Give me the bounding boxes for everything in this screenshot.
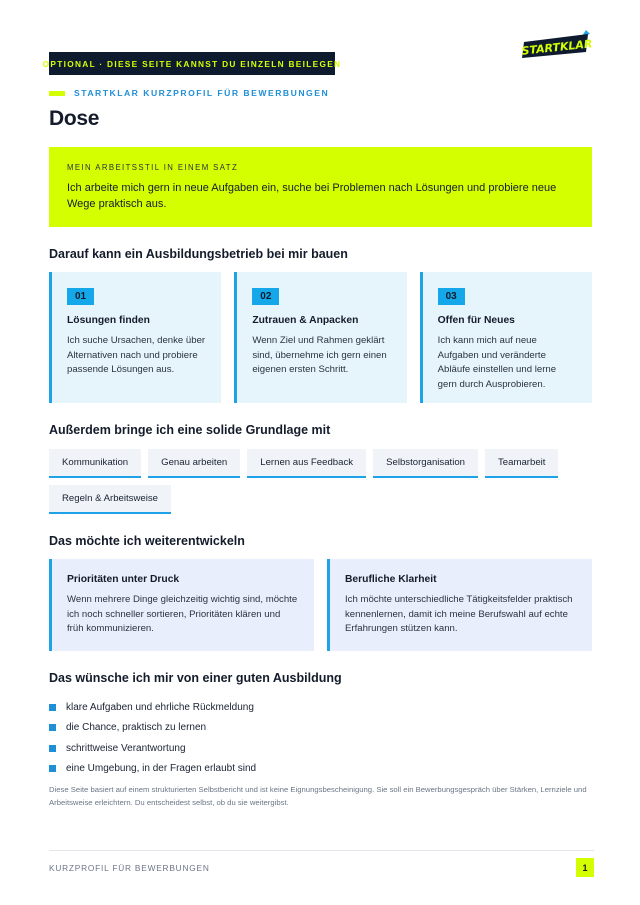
strength-number: 01 xyxy=(67,288,94,305)
strength-title: Zutrauen & Anpacken xyxy=(252,315,359,326)
startklar-logo xyxy=(520,28,594,60)
eyebrow-accent-bar xyxy=(49,91,65,96)
work-style-label: MEIN ARBEITSSTIL IN EINEM SATZ xyxy=(67,163,239,172)
wishes-title: Das wünsche ich mir von einer guten Ausbildung xyxy=(49,671,342,685)
strength-number: 02 xyxy=(252,288,279,305)
svg-text:STARTKLAR: STARTKLAR xyxy=(520,37,593,58)
strength-number: 03 xyxy=(438,288,465,305)
strength-title: Lösungen finden xyxy=(67,315,150,326)
bullet-square-icon xyxy=(49,704,56,711)
skill-chip: Teamarbeit xyxy=(485,449,558,478)
bullet-square-icon xyxy=(49,724,56,731)
strength-title: Offen für Neues xyxy=(437,315,515,326)
development-card-title: Prioritäten unter Druck xyxy=(67,574,180,585)
strength-text: Ich kann mich auf neue Aufgaben und veränderte Abläufe einstellen und lerne gern durch Ausprobieren. xyxy=(437,335,557,390)
strength-card xyxy=(420,272,592,403)
footer-label: KURZPROFIL FÜR BEWERBUNGEN xyxy=(49,863,210,873)
strength-text: Wenn Ziel und Rahmen geklärt sind, übernehme ich gern einen eigenen ersten Schritt. xyxy=(252,335,387,376)
wish-item xyxy=(49,718,256,739)
optional-banner: OPTIONAL · DIESE SEITE KANNST DU EINZELN BEILEGEN xyxy=(49,52,335,75)
wish-item xyxy=(49,738,256,759)
development-card xyxy=(49,559,314,651)
wishes-list xyxy=(49,697,256,779)
page-number: 1 xyxy=(576,858,594,877)
bullet-square-icon xyxy=(49,745,56,752)
wish-text: eine Umgebung, in der Fragen erlaubt sind xyxy=(66,763,257,775)
strength-card xyxy=(234,272,406,403)
candidate-name: Dose xyxy=(49,107,100,130)
eyebrow xyxy=(49,88,329,98)
skill-chip: Genau arbeiten xyxy=(148,449,240,478)
wish-item xyxy=(49,759,256,780)
development-card xyxy=(327,559,592,651)
development-title: Das möchte ich weiterentwickeln xyxy=(49,534,245,548)
eyebrow-label: STARTKLAR KURZPROFIL FÜR BEWERBUNGEN xyxy=(74,88,330,98)
skill-chip: Lernen aus Feedback xyxy=(247,449,366,478)
basics-chips xyxy=(49,449,594,514)
skill-chip: Selbstorganisation xyxy=(373,449,478,478)
wish-item xyxy=(49,697,256,718)
work-style-text: Ich arbeite mich gern in neue Aufgaben ein, suche bei Problemen nach Lösungen und probiere neue Wege praktisch aus. xyxy=(67,182,557,210)
basics-title: Außerdem bringe ich eine solide Grundlage mit xyxy=(49,423,331,437)
disclaimer: Diese Seite basiert auf einem strukturierten Selbstbericht und ist keine Eignungsbescheinigung. Sie soll ein Bewerbungsgespräch über Stärken, Lernziele und Arbeitsweise erleichtern. Du entscheidest selbst, ob du sie weitergibst. xyxy=(49,785,587,807)
development-card-text: Ich möchte unterschiedliche Tätigkeitsfelder praktisch kennenlernen, damit ich meine Berufswahl auf echte Erfahrungen stützen kann. xyxy=(345,594,573,635)
footer-divider xyxy=(49,850,594,851)
skill-chip: Regeln & Arbeitsweise xyxy=(49,485,171,514)
development-cards xyxy=(49,559,592,651)
work-style-box xyxy=(49,147,592,227)
strengths-title: Darauf kann ein Ausbildungsbetrieb bei mir bauen xyxy=(49,247,348,261)
strength-card xyxy=(49,272,221,403)
bullet-square-icon xyxy=(49,765,56,772)
wish-text: klare Aufgaben und ehrliche Rückmeldung xyxy=(66,701,254,713)
development-card-text: Wenn mehrere Dinge gleichzeitig wichtig sind, möchte ich noch schneller sortieren, Prioritäten klären und früh kommunizieren. xyxy=(67,594,298,635)
strengths-cards xyxy=(49,272,592,403)
strength-text: Ich suche Ursachen, denke über Alternativen nach und probiere passende Lösungen aus. xyxy=(67,335,206,376)
wish-text: die Chance, praktisch zu lernen xyxy=(66,722,207,734)
skill-chip: Kommunikation xyxy=(49,449,141,478)
development-card-title: Berufliche Klarheit xyxy=(345,574,437,585)
wish-text: schrittweise Verantwortung xyxy=(66,742,186,754)
